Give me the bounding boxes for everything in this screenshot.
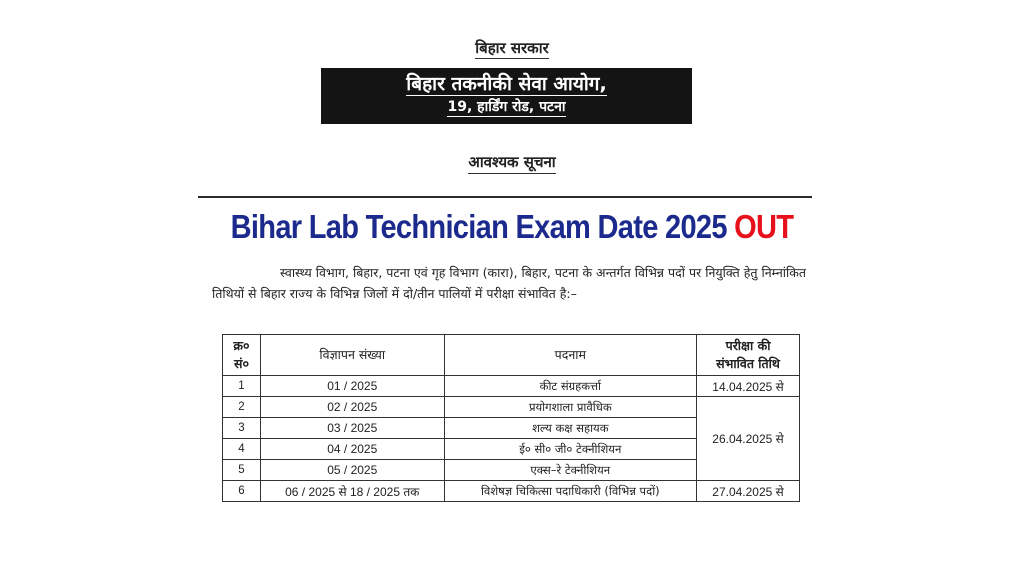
header-serial (223, 335, 261, 376)
divider-line (198, 196, 812, 198)
table-row (223, 376, 800, 397)
header-advertisement: विज्ञापन संख्या (260, 335, 444, 376)
notice-heading (0, 152, 1024, 172)
cell-date: 26.04.2025 से (697, 397, 800, 481)
exam-schedule-table (222, 334, 800, 502)
table-row (223, 481, 800, 502)
cell-advertisement: 02 / 2025 (260, 397, 444, 418)
cell-serial: 4 (223, 439, 261, 460)
header-serial-line2: सं० (234, 356, 249, 371)
cell-advertisement: 06 / 2025 से 18 / 2025 तक (260, 481, 444, 502)
cell-post: कीट संग्रहकर्त्ता (444, 376, 696, 397)
cell-post: ई० सी० जी० टेक्नीशियन (444, 439, 696, 460)
cell-post: एक्स–रे टेक्नीशियन (444, 460, 696, 481)
cell-serial: 1 (223, 376, 261, 397)
cell-serial: 6 (223, 481, 261, 502)
header-date (697, 335, 800, 376)
table-header-row (223, 335, 800, 376)
cell-serial: 3 (223, 418, 261, 439)
cell-date: 27.04.2025 से (697, 481, 800, 502)
cell-post: विशेषज्ञ चिकित्सा पदाधिकारी (विभिन्न पदों) (444, 481, 696, 502)
paragraph-text: स्वास्थ्य विभाग, बिहार, पटना एवं गृह विभाग (कारा), बिहार, पटना के अन्तर्गत विभिन्न पदों पर नियुक्ति हेतु निम्नांकित तिथियों से बिहार राज्य के विभिन्न जिलों में दो/तीन पालियों में परीक्षा संभावित है:– (212, 265, 806, 301)
title-highlight: OUT (734, 208, 794, 245)
header-date-line2: संभावित तिथि (716, 356, 780, 371)
title-text: Bihar Lab Technician Exam Date 2025 (230, 208, 727, 245)
commission-address: 19, हार्डिंग रोड, पटना (447, 99, 566, 115)
commission-banner (321, 68, 692, 124)
cell-serial: 2 (223, 397, 261, 418)
cell-post: प्रयोगशाला प्रावैधिक (444, 397, 696, 418)
commission-name: बिहार तकनीकी सेवा आयोग, (406, 73, 607, 95)
table-row (223, 397, 800, 418)
header-serial-line1: क्र० (233, 338, 250, 353)
cell-advertisement: 03 / 2025 (260, 418, 444, 439)
cell-advertisement: 05 / 2025 (260, 460, 444, 481)
notice-label: आवश्यक सूचना (468, 153, 555, 174)
government-heading (0, 38, 1024, 58)
notice-paragraph (212, 262, 806, 304)
cell-post: शल्य कक्ष सहायक (444, 418, 696, 439)
overlay-title (61, 208, 962, 246)
cell-advertisement: 01 / 2025 (260, 376, 444, 397)
cell-date: 14.04.2025 से (697, 376, 800, 397)
header-date-line1: परीक्षा की (725, 338, 771, 353)
cell-serial: 5 (223, 460, 261, 481)
cell-advertisement: 04 / 2025 (260, 439, 444, 460)
header-post: पदनाम (444, 335, 696, 376)
government-label: बिहार सरकार (475, 39, 549, 57)
